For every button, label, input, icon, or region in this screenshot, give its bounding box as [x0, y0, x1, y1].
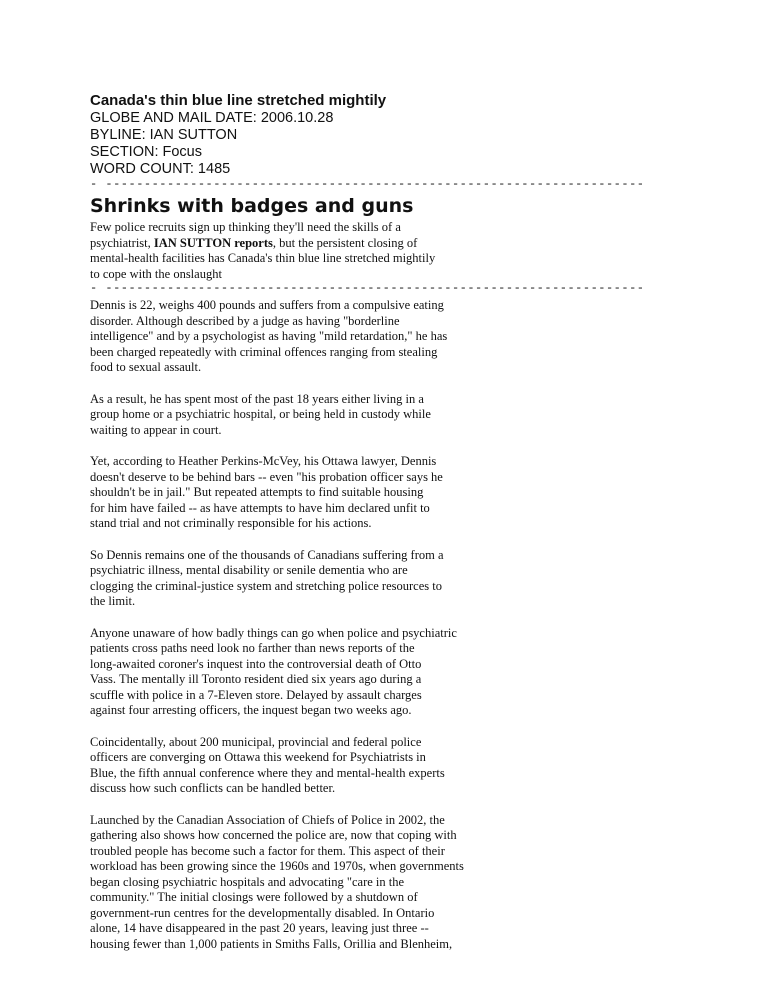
article-paragraph — [90, 548, 690, 610]
paragraph-line: Launched by the Canadian Association of Chiefs of Police in 2002, the — [90, 812, 445, 827]
deck-byline: IAN SUTTON reports — [153, 235, 273, 250]
paragraph-line: began closing psychiatric hospitals and advocating "care in the — [90, 874, 405, 889]
paragraph-line: disorder. Although described by a judge as having "borderline — [90, 313, 400, 328]
deck-text: , but the persistent closing of — [272, 235, 418, 250]
deck-line: mental-health facilities has Canada's thin blue line stretched mightily — [90, 251, 436, 265]
paragraph-line: Yet, according to Heather Perkins-McVey, his Ottawa lawyer, Dennis — [90, 454, 437, 468]
meta-source-date: GLOBE AND MAIL DATE: 2006.10.28 — [90, 110, 334, 126]
separator-rule: - ---------------------------------------------------------------------- — [90, 283, 645, 295]
deck-line: to cope with the onslaught — [90, 266, 222, 281]
paragraph-line: for him have failed -- as have attempts to have him declared unfit to — [90, 500, 430, 515]
meta-byline: BYLINE: IAN SUTTON — [90, 127, 238, 143]
article-paragraph — [90, 454, 690, 532]
deck-line: Few police recruits sign up thinking they'll need the skills of a — [90, 220, 401, 234]
paragraph-line: troubled people has become such a factor for them. This aspect of their — [90, 843, 445, 858]
deck-text: psychiatrist, — [90, 235, 154, 250]
paragraph-line: patients cross paths need look no farther than news reports of the — [90, 641, 415, 655]
paragraph-line: doesn't deserve to be behind bars -- even "his probation officer says he — [90, 469, 443, 484]
article-deck — [90, 220, 690, 282]
paragraph-line: group home or a psychiatric hospital, or being held in custody while — [90, 407, 431, 421]
article-paragraph — [90, 392, 690, 439]
paragraph-line: Dennis is 22, weighs 400 pounds and suffers from a compulsive eating — [90, 298, 444, 312]
paragraph-line: Anyone unaware of how badly things can go when police and psychiatric — [90, 625, 457, 640]
paragraph-line: community." The initial closings were followed by a shutdown of — [90, 890, 418, 904]
paragraph-line: government-run centres for the developmentally disabled. In Ontario — [90, 905, 435, 920]
paragraph-line: the limit. — [90, 594, 136, 608]
paragraph-line: workload has been growing since the 1960s and 1970s, when governments — [90, 859, 464, 873]
paragraph-line: been charged repeatedly with criminal offences ranging from stealing — [90, 344, 438, 359]
paragraph-line: against four arresting officers, the inquest began two weeks ago. — [90, 703, 412, 717]
deck-line — [90, 236, 690, 252]
document-page — [90, 92, 690, 968]
paragraph-line: stand trial and not criminally responsible for his actions. — [90, 516, 372, 530]
article-paragraph — [90, 813, 690, 953]
article-body — [90, 298, 690, 952]
headline: Canada's thin blue line stretched mightily — [90, 92, 387, 109]
paragraph-line: housing fewer than 1,000 patients in Smiths Falls, Orillia and Blenheim, — [90, 936, 453, 951]
paragraph-line: long-awaited coroner's inquest into the controversial death of Otto — [90, 656, 422, 671]
paragraph-line: Vass. The mentally ill Toronto resident died six years ago during a — [90, 672, 422, 686]
paragraph-line: discuss how such conflicts can be handled better. — [90, 781, 336, 795]
paragraph-line: food to sexual assault. — [90, 360, 202, 374]
paragraph-line: intelligence" and by a psychologist as having "mild retardation," he has — [90, 329, 448, 343]
paragraph-line: Coincidentally, about 200 municipal, provincial and federal police — [90, 734, 422, 749]
paragraph-line: clogging the criminal-justice system and stretching police resources to — [90, 578, 442, 593]
article-paragraph — [90, 735, 690, 797]
article-title: Shrinks with badges and guns — [90, 195, 414, 217]
paragraph-line: psychiatric illness, mental disability or senile dementia who are — [90, 563, 408, 577]
paragraph-line: gathering also shows how concerned the police are, now that coping with — [90, 828, 457, 842]
article-paragraph — [90, 298, 690, 376]
paragraph-line: scuffle with police in a 7-Eleven store. Delayed by assault charges — [90, 687, 422, 702]
paragraph-line: shouldn't be in jail." But repeated attempts to find suitable housing — [90, 485, 424, 499]
paragraph-line: As a result, he has spent most of the past 18 years either living in a — [90, 391, 424, 406]
paragraph-line: So Dennis remains one of the thousands of Canadians suffering from a — [90, 547, 444, 562]
paragraph-line: Blue, the fifth annual conference where they and mental-health experts — [90, 765, 445, 780]
meta-word-count: WORD COUNT: 1485 — [90, 161, 231, 177]
paragraph-line: officers are converging on Ottawa this weekend for Psychiatrists in — [90, 750, 426, 764]
paragraph-line: alone, 14 have disappeared in the past 20 years, leaving just three -- — [90, 921, 429, 935]
meta-section: SECTION: Focus — [90, 144, 202, 160]
separator-rule: - ---------------------------------------------------------------------- — [90, 179, 645, 191]
paragraph-line: waiting to appear in court. — [90, 422, 222, 437]
article-paragraph — [90, 626, 690, 719]
